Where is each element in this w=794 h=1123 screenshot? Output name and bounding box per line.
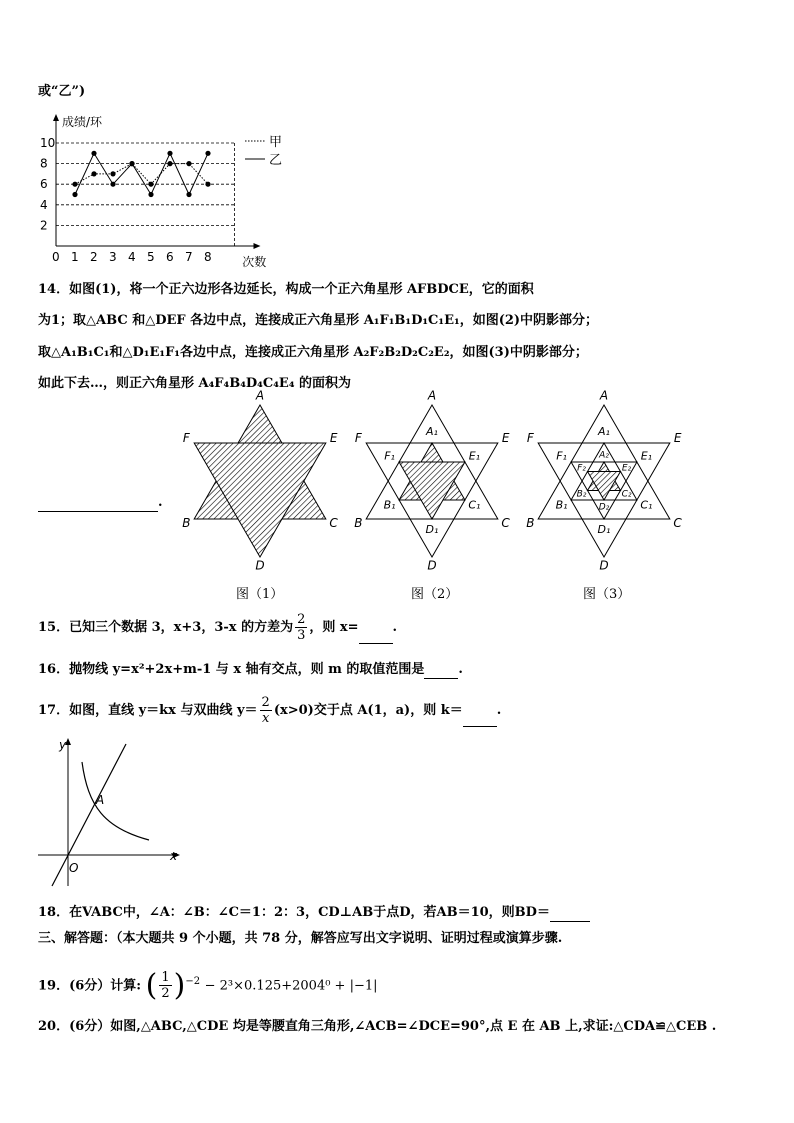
q19-label: 19．(6分）计算:	[38, 978, 142, 994]
inner1-label-a: A₁	[598, 425, 610, 438]
q17-x-label: x	[170, 849, 178, 863]
outer-label-d: D	[255, 558, 265, 573]
star-figure-1	[178, 388, 343, 576]
outer-label-a: A	[427, 388, 437, 403]
q15-text-post: ，则 x=	[309, 620, 359, 635]
outer-label-c: C	[673, 516, 682, 530]
inner1-label-b: B₁	[555, 498, 568, 512]
inner1-label-b: B₁	[383, 498, 396, 512]
y-tick-label: 6	[40, 177, 48, 192]
q19-line: 19．(6分）计算: ( $\frac{1}{2}$ )$^{-2}$ − 2³×0.125+2004⁰ + |−1|	[38, 967, 378, 1003]
data-point	[205, 182, 210, 187]
data-point	[148, 192, 153, 197]
inner1-label-e: E₁	[640, 449, 653, 463]
legend-label-2: 乙	[269, 153, 283, 168]
x-tick-label: 1	[71, 250, 79, 264]
data-point	[110, 171, 115, 176]
q14-line3: 取△A₁B₁C₁和△D₁E₁F₁各边中点，连接成正六角星形 A₂F₂B₂D₂C₂E₂，如图(3)中阴影部分；	[38, 345, 588, 360]
q17-fraction-num: 2	[261, 695, 270, 710]
score-line-chart	[36, 112, 296, 270]
q17-text-post: (x>0)交于点 A(1，a)，则 k＝	[273, 703, 463, 718]
data-point	[72, 182, 77, 187]
inner1-label-e: E₁	[468, 449, 481, 463]
outer-label-a: A	[599, 388, 609, 403]
data-point	[186, 161, 191, 166]
inner2-label-d: D₂	[598, 502, 610, 513]
q17-answer-blank[interactable]	[463, 712, 497, 727]
outer-label-c: C	[501, 516, 510, 530]
star-figure-3	[522, 388, 687, 576]
q17-end: .	[496, 703, 502, 718]
q17-text-pre: 17．如图，直线 y＝kx 与双曲线 y＝	[38, 703, 258, 718]
star-figure-2	[350, 388, 515, 576]
outer-label-e: E	[501, 431, 510, 445]
outer-label-b: B	[526, 516, 535, 530]
outer-label-f: F	[354, 431, 362, 445]
data-point	[186, 192, 191, 197]
outer-label-e: E	[329, 431, 338, 445]
inner1-label-c: C₁	[640, 498, 653, 512]
q14-line1: 14．如图(1)，将一个正六边形各边延长，构成一个正六角星形 AFBDCE，它的面积	[38, 282, 534, 297]
outer-label-f: F	[182, 431, 190, 445]
q18-line	[38, 904, 590, 922]
q18-text: 18．在VABC中，∠A：∠B：∠C＝1：2：3，CD⊥AB于点D，若AB＝10，则BD＝	[38, 905, 550, 920]
outer-label-b: B	[354, 516, 363, 530]
q15-text-pre: 15．已知三个数据 3，x+3，3-x 的方差为	[38, 620, 294, 635]
data-point	[91, 171, 96, 176]
inner1-label-f: F₁	[384, 449, 395, 463]
q14-answer-line	[38, 494, 163, 512]
q19-expression-rest: − 2³×0.125+2004⁰ + |−1|	[204, 978, 378, 994]
x-tick-label: 5	[147, 250, 155, 264]
inner2-label-c: C₂	[621, 489, 632, 500]
q15-end: .	[392, 620, 398, 635]
q17-line	[38, 695, 501, 727]
x-axis-label: 次数	[242, 255, 267, 269]
outer-label-e: E	[673, 431, 682, 445]
q17-origin-label: O	[69, 861, 79, 875]
q16-line	[38, 661, 463, 679]
q19-exponent: −2	[185, 976, 201, 987]
q15-fraction-num: 2	[297, 612, 306, 627]
data-point	[167, 151, 172, 156]
q17-line-y-kx	[52, 744, 126, 886]
fig2-caption: 图（2）	[411, 587, 459, 602]
y-tick-label: 10	[40, 136, 56, 150]
data-point	[205, 151, 210, 156]
inner2-label-e: E₂	[621, 463, 632, 474]
q19-fraction-den: 2	[161, 986, 170, 1002]
q17-y-label: y	[59, 738, 67, 752]
data-point	[129, 161, 134, 166]
q15-fraction	[295, 612, 307, 643]
fig3-caption: 图（3）	[583, 587, 631, 602]
q17-fraction-den: x	[262, 711, 270, 726]
q14-line2: 为1；取△ABC 和△DEF 各边中点，连接成正六角星形 A₁F₁B₁D₁C₁E₁，如图(2)中阴影部分；	[38, 313, 599, 328]
legend-label-1: 甲	[269, 135, 283, 150]
fig1-caption: 图（1）	[236, 587, 284, 602]
inner2-label-a: A₂	[599, 450, 609, 461]
x-tick-label: 6	[166, 250, 174, 264]
y-tick-label: 4	[40, 197, 48, 212]
q17-point-a-label: A	[96, 793, 105, 807]
outer-label-c: C	[329, 516, 338, 530]
q16-answer-blank[interactable]	[424, 664, 458, 679]
inner2-label-f: F₂	[577, 463, 586, 474]
y-axis-label: 成绩/环	[62, 115, 103, 129]
outer-label-d: D	[599, 558, 609, 573]
inner1-label-c: C₁	[468, 498, 481, 512]
inner1-label-f: F₁	[556, 449, 567, 463]
x-tick-label: 8	[204, 250, 212, 264]
q15-line	[38, 612, 397, 644]
q14-answer-blank[interactable]	[38, 511, 158, 512]
outer-label-d: D	[427, 558, 437, 573]
top-line: 或“乙”)	[38, 84, 86, 99]
q14-answer-tail: .	[158, 495, 163, 510]
x-tick-label: 4	[128, 250, 136, 264]
x-tick-label: 3	[109, 250, 117, 264]
inner1-label-d: D₁	[597, 523, 611, 536]
data-point	[72, 192, 77, 197]
inner2-label-b: B₂	[576, 489, 587, 500]
q20-line: 20．(6分）如图,△ABC,△CDE 均是等腰直角三角形,∠ACB=∠DCE=90°,点 E 在 AB 上,求证:△CDA≌△CEB .	[38, 1019, 717, 1034]
q19-fraction-num: 1	[161, 970, 170, 986]
q15-fraction-den: 3	[297, 628, 306, 643]
inner1-label-d: D₁	[425, 523, 439, 536]
q17-graph	[36, 736, 186, 888]
y-tick-label: 2	[40, 218, 48, 233]
outer-label-b: B	[182, 516, 191, 530]
outer-label-a: A	[255, 388, 265, 403]
x-tick-label: 7	[185, 250, 193, 264]
q18-answer-blank[interactable]	[550, 907, 590, 922]
data-point	[167, 161, 172, 166]
data-point	[91, 151, 96, 156]
q16-text: 16．抛物线 y=x²+2x+m-1 与 x 轴有交点，则 m 的取值范围是	[38, 662, 425, 677]
q14-line4: 如此下去…，则正六角星形 A₄F₄B₄D₄C₄E₄ 的面积为	[38, 376, 352, 391]
outer-label-f: F	[526, 431, 534, 445]
q16-end: .	[458, 662, 463, 677]
y-axis-arrow	[53, 114, 59, 121]
x-tick-label: 2	[90, 250, 98, 264]
x-axis-arrow	[254, 243, 261, 249]
section-three-heading: 三、解答题：（本大题共 9 个小题，共 78 分，解答应写出文字说明、证明过程或演算步骤.	[38, 931, 563, 946]
q19-fraction	[159, 970, 171, 1001]
data-point	[110, 182, 115, 187]
q15-answer-blank[interactable]	[359, 629, 393, 644]
y-tick-label: 8	[40, 156, 48, 171]
q17-fraction	[260, 695, 272, 726]
inner1-label-a: A₁	[426, 425, 438, 438]
q17-hyperbola	[82, 762, 149, 840]
data-point	[148, 182, 153, 187]
x-tick-label: 0	[52, 250, 60, 264]
